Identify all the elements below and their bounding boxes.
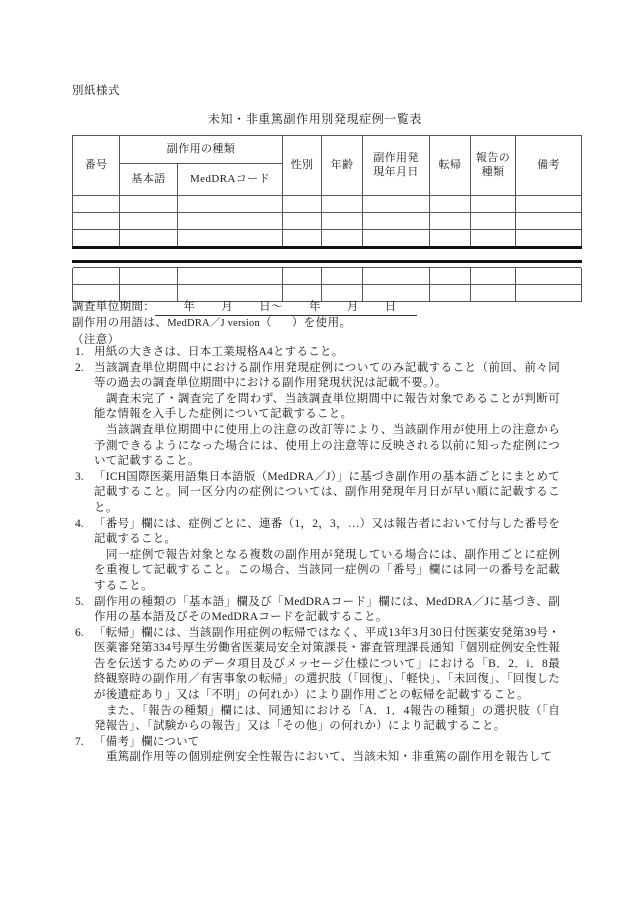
cell-report-type[interactable] [471,268,516,285]
note-item-2-para-2: 当該調査単位期間中に使用上の注意の改訂等により、当該副作用が使用上の注意から予測できるようになった場合には、使用上の注意等に反映される以前に知った症例について記載すること。 [94,423,560,468]
note-text: 「番号」欄には、症例ごとに、連番（1，2，3，…）又は報告者において付与した番号を記載すること。 [94,517,560,546]
meddra-version-label: MedDRA／J version [167,318,260,329]
cell-outcome[interactable] [430,230,471,248]
cell-onset-date[interactable] [363,213,430,230]
cell-onset-date[interactable] [363,196,430,213]
cell-onset-date[interactable] [363,230,430,248]
th-onset-date-line2: 現年月日 [373,165,419,178]
cell-remarks[interactable] [516,230,582,248]
cell-outcome[interactable] [430,285,471,302]
cell-meddra-code[interactable] [178,230,283,248]
version-paren-close: ） [291,317,304,329]
note-text: 副作用の種類の「基本語」欄及び「MedDRAコード」欄には、MedDRA／Jに基づき、副作用の基本語及びそのMedDRAコードを記載すること。 [94,595,560,624]
table-break-gap [73,253,582,262]
note-number: 4. [75,517,84,530]
cell-remarks[interactable] [516,196,582,213]
note-item-6 [72,626,560,704]
note-item-4-para-1: 同一症例で報告対象となる複数の副作用が発現している場合には、副作用ごとに症例を重複して記載すること。この場合、当該同一症例の「番号」欄には同一の番号を記載すること。 [94,548,560,592]
cell-onset-date[interactable] [363,268,430,285]
cell-basic-term[interactable] [120,196,178,213]
cell-age[interactable] [322,196,363,213]
note-item-3 [72,470,560,517]
table-row[interactable] [73,268,582,285]
th-report-type-line1: 報告の [475,152,511,165]
table-row[interactable] [73,230,582,248]
note-item-2 [72,361,560,392]
cell-sex[interactable] [283,196,322,213]
cell-meddra-code[interactable] [178,196,283,213]
note-number: 3. [75,470,84,483]
note-number: 7. [75,735,84,748]
note-item-5 [72,595,560,626]
cell-basic-term[interactable] [120,268,178,285]
period-end-day: 日 [384,301,397,313]
cell-age[interactable] [322,213,363,230]
notes-list [72,345,560,766]
table-body [73,196,582,302]
cell-number[interactable] [73,268,120,285]
cell-outcome[interactable] [430,268,471,285]
survey-period-label: 調査単位期間： [72,301,156,313]
version-prefix: 副作用の用語は、 [72,317,168,329]
version-suffix: を使用。 [303,317,352,329]
th-age: 年齢 [322,136,363,196]
cell-remarks[interactable] [516,268,582,285]
th-sex: 性別 [283,136,322,196]
note-item-7-para-1: 重篤副作用等の個別症例安全性報告において、当該未知・非重篤の副作用を報告して [106,751,553,764]
table-row[interactable] [73,196,582,213]
cell-report-type[interactable] [471,230,516,248]
th-report-type-line2: 種類 [481,165,505,178]
cell-number[interactable] [73,213,120,230]
notes-heading: （注意） [72,334,120,346]
note-text: 当該調査単位期間中における副作用発現症例についてのみ記載すること（前回、前々同等の過去の調査単位期間中における副作用発現状況は記載不要。）。 [94,361,560,390]
note-item-1 [72,345,560,361]
note-number: 2. [75,361,84,374]
period-start-month: 月 [221,301,234,313]
period-start-day: 日～ [259,301,283,313]
table-row[interactable] [73,213,582,230]
cell-basic-term[interactable] [120,230,178,248]
cell-remarks[interactable] [516,213,582,230]
period-start-year: 年 [183,301,196,313]
period-end-year: 年 [308,301,321,313]
note-item-4 [72,517,560,548]
cell-sex[interactable] [283,213,322,230]
adverse-reaction-case-table [72,135,582,302]
cell-age[interactable] [322,268,363,285]
note-number: 6. [75,626,84,639]
th-meddra-code: MedDRAコード [178,164,283,196]
page-title: 未知・非重篤副作用別発現症例一覧表 [207,112,423,126]
cell-number[interactable] [73,230,120,248]
note-number: 5. [75,595,84,608]
form-label: 別紙様式 [72,85,120,97]
note-text: 「備考」欄について [94,735,200,748]
cell-sex[interactable] [283,268,322,285]
note-text: 「ICH国際医薬用語集日本語版（MedDRA／J）」に基づき副作用の基本語ごとにまとめて記載すること。同一区分内の症例については、副作用発現年月日が早い順に記載すること。 [94,470,560,514]
cell-report-type[interactable] [471,196,516,213]
cell-report-type[interactable] [471,285,516,302]
meddra-version-line [72,314,351,330]
th-number: 番号 [73,136,120,196]
cell-meddra-code[interactable] [178,268,283,285]
version-paren-open: （ [259,317,272,329]
note-number: 1. [75,346,84,358]
cell-outcome[interactable] [430,196,471,213]
cell-meddra-code[interactable] [178,213,283,230]
note-text: 用紙の大きさは、日本工業規格A4とすること。 [94,346,344,358]
cell-sex[interactable] [283,230,322,248]
note-item-6-para-1: また、「報告の種類」欄には、同通知における「A．1．4報告の種類」の選択肢（「自発報告」、「試験からの報告」又は「その他」の何れか）により記載すること。 [94,704,560,733]
cell-age[interactable] [322,230,363,248]
th-basic-term: 基本語 [120,164,178,196]
th-onset-date-line1: 副作用発 [373,152,419,165]
th-adr-type-group: 副作用の種類 [120,136,283,164]
note-item-7 [72,735,560,751]
cell-basic-term[interactable] [120,213,178,230]
cell-outcome[interactable] [430,213,471,230]
th-remarks: 備考 [516,136,582,196]
cell-remarks[interactable] [516,285,582,302]
cell-number[interactable] [73,196,120,213]
th-report-type [471,136,516,196]
th-onset-date [363,136,430,196]
note-text: 「転帰」欄には、当該副作用症例の転帰ではなく、平成13年3月30日付医薬安発第39号・医薬審発第334号厚生労働省医薬局安全対策課長・審査管理課長通知「個別症例安全性報告を伝送するためのデータ項目及びメッセージ仕様について」における「B．2．i．8最終観察時の副作用／有害事象の転帰」の選択肢（「回復」、「軽快」、「未回復」、「回復したが後遺症あり」又は「不明」の何れか）により副作用ごとの転帰を記載すること。 [94,626,560,702]
period-end-month: 月 [346,301,359,313]
note-item-2-para-1: 調査未完了・調査完了を問わず、当該調査単位期間中に報告対象であることが判断可能な情報を入手した症例について記載すること。 [94,392,560,421]
th-outcome: 転帰 [430,136,471,196]
cell-report-type[interactable] [471,213,516,230]
